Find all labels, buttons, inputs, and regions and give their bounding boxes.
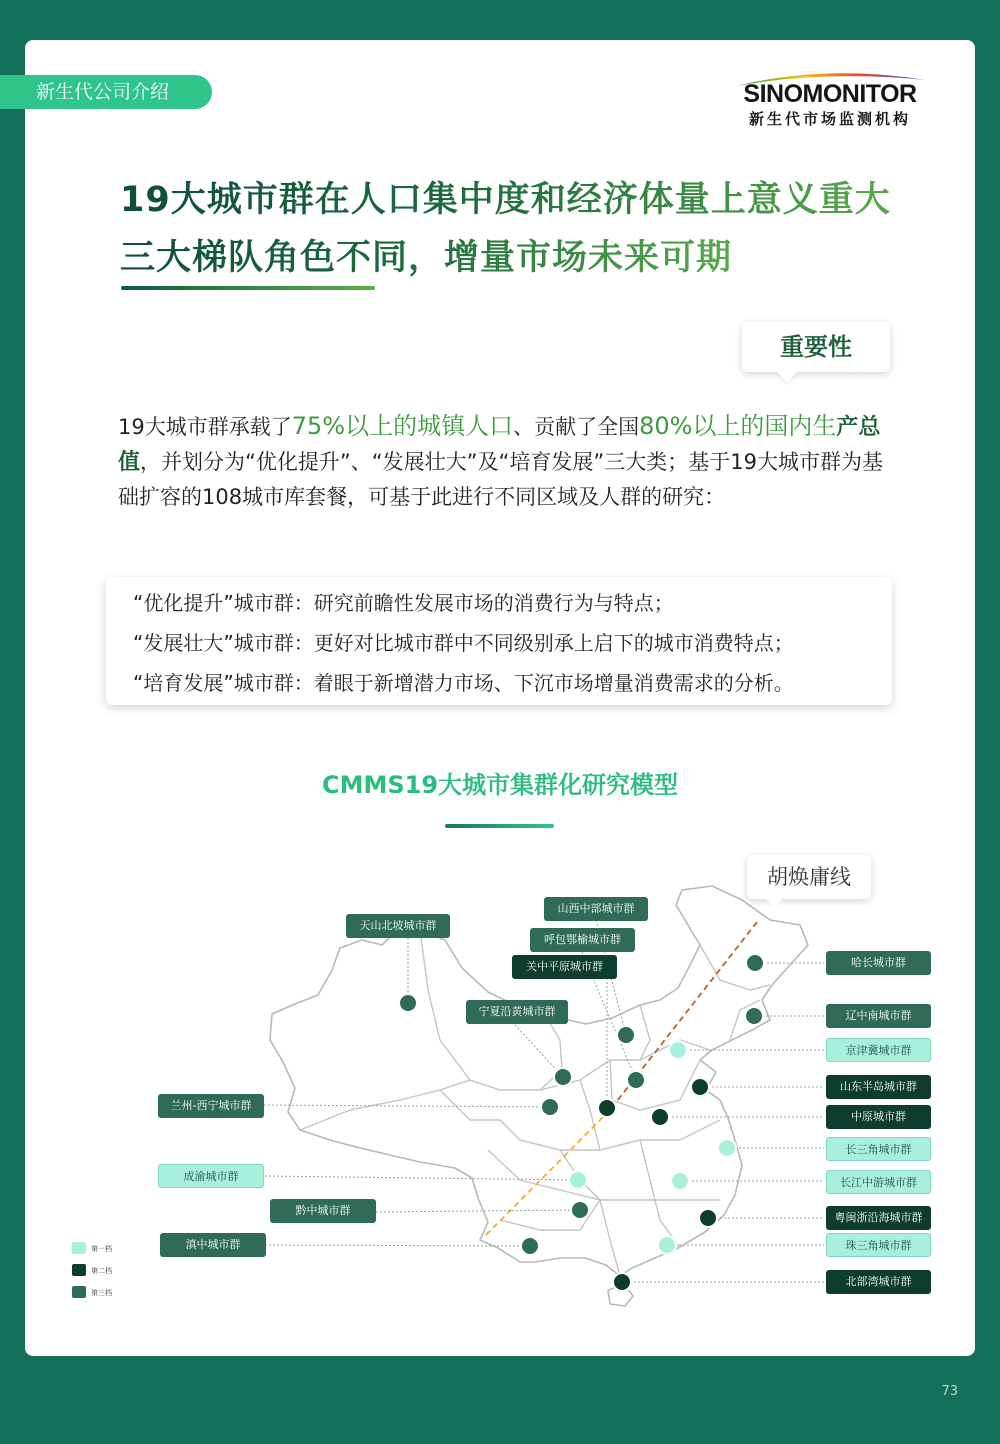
para-text-3: ，并划分为“优化提升”、“发展壮大”及“培育发展”三大类；基于19大城市群为基础扩容的108城市库套餐，可基于此进行不同区域及人群的研究： [118, 450, 884, 509]
label-tianshan: 天山北坡城市群 [346, 914, 450, 938]
page-number: 73 [941, 1384, 958, 1399]
logo-text-en: SINOMONITOR [743, 80, 917, 108]
legend-label-tier1: 第一档 [91, 1245, 112, 1253]
dot-dianzhong [521, 1237, 539, 1255]
dot-zhongyuan [651, 1108, 669, 1126]
label-zhongyuan: 中原城市群 [826, 1105, 931, 1129]
dot-hachang [746, 954, 764, 972]
category-cultivate: “培育发展”城市群：着眼于新增潜力市场、下沉市场增量消费需求的分析。 [133, 671, 794, 695]
category-optimize: “优化提升”城市群：研究前瞻性发展市场的消费行为与特点； [133, 591, 674, 615]
dot-yrd [718, 1139, 736, 1157]
label-lanxi: 兰州-西宁城市群 [158, 1094, 264, 1118]
dot-qianzhong [571, 1201, 589, 1219]
dot-beibu [613, 1273, 631, 1291]
para-text-1: 19大城市群承载了 [118, 415, 292, 439]
dot-west-strait [699, 1209, 717, 1227]
hu-line-label: 胡焕庸线 [747, 855, 871, 899]
logo-text-cn: 新生代市场监测机构 [748, 110, 911, 128]
headline-line-1: 19大城市群在人口集中度和经济体量上意义重大 [120, 172, 891, 222]
para-highlight-gdp-end: 产总值 [118, 415, 881, 475]
label-prd: 珠三角城市群 [826, 1233, 931, 1257]
label-dianzhong: 滇中城市群 [160, 1233, 266, 1257]
dot-ningxia [554, 1068, 572, 1086]
legend-swatch-tier2 [72, 1264, 86, 1276]
label-changjiang-mid: 长江中游城市群 [826, 1170, 931, 1194]
label-hubao: 呼包鄂榆城市群 [530, 928, 635, 952]
legend-label-tier3: 第三档 [91, 1289, 112, 1297]
dot-tianshan [399, 994, 417, 1012]
label-beibu: 北部湾城市群 [826, 1270, 931, 1294]
category-develop: “发展壮大”城市群：更好对比城市群中不同级别承上启下的城市消费特点； [133, 631, 794, 655]
label-hachang: 哈长城市群 [826, 951, 931, 975]
dot-lanxi [541, 1098, 559, 1116]
label-guanzhong: 关中平原城市群 [512, 955, 617, 979]
dot-shanxi-central [617, 1026, 635, 1044]
dot-changjiang-mid [671, 1172, 689, 1190]
legend-label-tier2: 第二档 [91, 1267, 112, 1275]
importance-bubble: 重要性 [742, 322, 890, 372]
dot-jingjinji [669, 1041, 687, 1059]
dot-prd [658, 1236, 676, 1254]
dot-liaozhongnan [745, 1007, 763, 1025]
label-chengyu: 成渝城市群 [158, 1164, 264, 1188]
para-highlight-population: 75%以上的城镇人口 [291, 412, 514, 440]
label-shandong: 山东半岛城市群 [826, 1075, 931, 1099]
section-tag: 新生代公司介绍 [0, 75, 212, 109]
label-west-strait: 粤闽浙沿海城市群 [826, 1206, 931, 1230]
map-title: CMMS19大城市集群化研究模型 [321, 771, 679, 799]
label-jingjinji: 京津冀城市群 [826, 1038, 931, 1062]
label-qianzhong: 黔中城市群 [270, 1199, 376, 1223]
label-ningxia: 宁夏沿黄城市群 [466, 1000, 568, 1024]
para-text-2: 、贡献了全国 [513, 415, 640, 439]
dot-chengyu [569, 1171, 587, 1189]
label-yrd: 长三角城市群 [826, 1137, 931, 1161]
dot-hubao [627, 1071, 645, 1089]
legend-swatch-tier1 [72, 1242, 86, 1254]
label-shanxi-central: 山西中部城市群 [544, 897, 648, 921]
label-liaozhongnan: 辽中南城市群 [826, 1004, 931, 1028]
legend-swatch-tier3 [72, 1286, 86, 1298]
headline-line-2: 三大梯队角色不同，增量市场未来可期 [120, 230, 732, 280]
dot-shandong [691, 1078, 709, 1096]
para-highlight-gdp: 80%以上的国内生 [639, 412, 837, 440]
dot-guanzhong [598, 1099, 616, 1117]
